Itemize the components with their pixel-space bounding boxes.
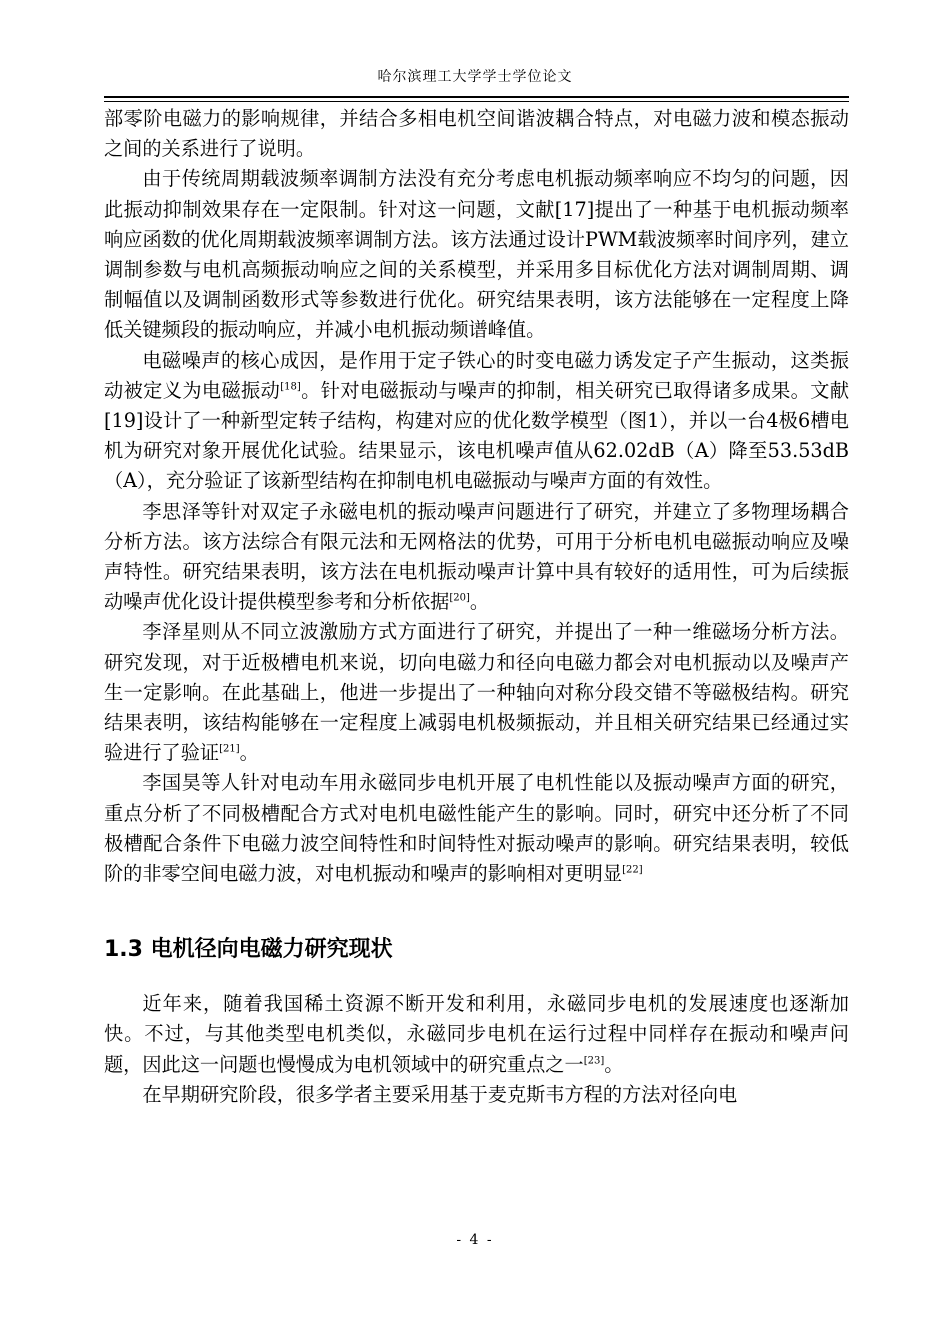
header-rule-thin [104,101,849,102]
paragraph: 电磁噪声的核心成因，是作用于定子铁心的时变电磁力诱发定子产生振动，这类振动被定义为电磁振动[18]。针对电磁振动与噪声的抑制，相关研究已取得诸多成果。文献[19]设计了一种新型定转子结构，构建对应的优化数学模型（图1），并以一台4极6槽电机为研究对象开展优化试验。结果显示，该电机噪声值从62.02dB（A）降至53.53dB（A），充分验证了该新型结构在抑制电机电磁振动与噪声方面的有效性。 [104,348,850,493]
citation-ref: [20] [449,592,470,604]
citation-ref: [18] [280,381,301,393]
citation-ref: [22] [622,864,643,876]
page-body [104,104,849,1110]
section-heading: 1.3 电机径向电磁力研究现状 [104,937,393,963]
citation-ref: [21] [219,743,240,755]
paragraph: 部零阶电磁力的影响规律，并结合多相电机空间谐波耦合特点，对电磁力波和模态振动之间的关系进行了说明。 [104,107,849,161]
paragraph: 由于传统周期载波频率调制方法没有充分考虑电机振动频率响应不均匀的问题，因此振动抑制效果存在一定限制。针对这一问题，文献[17]提出了一种基于电机振动频率响应函数的优化周期载波频率调制方法。该方法通过设计PWM载波频率时间序列，建立调制参数与电机高频振动响应之间的关系模型，并采用多目标优化方法对调制周期、调制幅值以及调制函数形式等参数进行优化。研究结果表明，该方法能够在一定程度上降低关键频段的振动响应，并减小电机振动频谱峰值。 [104,167,849,342]
paragraph: 李国昊等人针对电动车用永磁同步电机开展了电机性能以及振动噪声方面的研究，重点分析了不同极槽配合方式对电机电磁性能产生的影响。同时，研究中还分析了不同极槽配合条件下电磁力波空间特性和时间特性对振动噪声的影响。研究结果表明，较低阶的非零空间电磁力波，对电机振动和噪声的影响相对更明显[22] [104,771,849,886]
running-header: 哈尔滨理工大学学士学位论文 [377,69,573,85]
paragraph: 近年来，随着我国稀土资源不断开发和利用，永磁同步电机的发展速度也逐渐加快。不过，与其他类型电机类似，永磁同步电机在运行过程中同样存在振动和噪声问题，因此这一问题也慢慢成为电机领域中的研究重点之一[23]。 [104,992,849,1076]
header-rule-thick [104,96,849,98]
paragraph: 李思泽等针对双定子永磁电机的振动噪声问题进行了研究，并建立了多物理场耦合分析方法。该方法综合有限元法和无网格法的优势，可用于分析电机电磁振动响应及噪声特性。研究结果表明，该方法在电机振动噪声计算中具有较好的适用性，可为后续振动噪声优化设计提供模型参考和分析依据[20]。 [104,499,849,614]
paragraph: 在早期研究阶段，很多学者主要采用基于麦克斯韦方程的方法对径向电 [142,1082,738,1106]
page-number: - 4 - [456,1232,494,1248]
paragraph: 李泽星则从不同立波激励方式方面进行了研究，并提出了一种一维磁场分析方法。研究发现，对于近极槽电机来说，切向电磁力和径向电磁力都会对电机振动以及噪声产生一定影响。在此基础上，他进一步提出了一种轴向对称分段交错不等磁极结构。研究结果表明，该结构能够在一定程度上减弱电机极频振动，并且相关研究结果已经通过实验进行了验证[21]。 [104,620,849,765]
citation-ref: [23] [583,1055,605,1067]
